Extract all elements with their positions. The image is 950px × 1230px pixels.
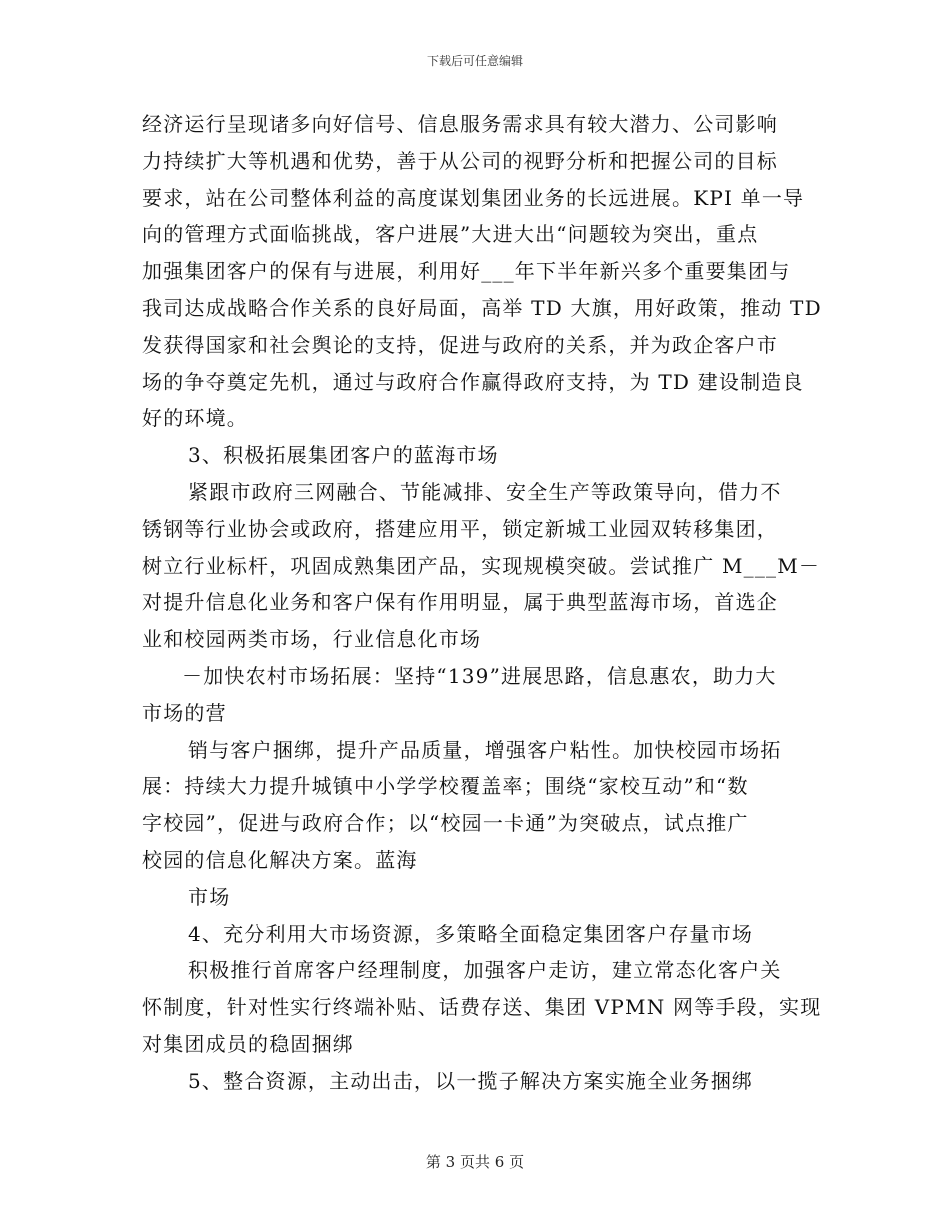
text-line: 对提升信息化业务和客户保有作用明显，属于典型蓝海市场，首选企 [142,590,778,615]
text-line: 发获得国家和社会舆论的支持，促进与政府的关系，并为政企客户市 [142,332,778,357]
text-line: 向的管理方式面临挑战，客户进展”大进大出“问题较为突出，重点 [142,222,759,247]
text-line: 场的争夺奠定先机，通过与政府合作赢得政府支持，为 TD 建设制造良 [142,369,804,394]
text-line: 对集团成员的稳固捆绑 [142,1031,354,1056]
text-line: 经济运行呈现诸多向好信号、信息服务需求具有较大潜力、公司影响 [142,112,778,136]
text-line: 我司达成战略合作关系的良好局面，高举 TD 大旗，用好政策，推动 TD [142,295,822,320]
page-header: 下载后可任意编辑 [426,54,523,68]
text-line: 要求，站在公司整体利益的高度谋划集团业务的长远进展。KPI 单一导 [142,185,805,210]
text-line: 树立行业标杆，巩固成熟集团产品，实现规模突破。尝试推广 M___M－ [142,553,821,578]
section-heading: 5、整合资源，主动出击，以一揽子解决方案实施全业务捆绑 [188,1068,754,1093]
text-line: 市场的营 [142,700,227,725]
text-line: 市场 [188,884,231,909]
text-line: 锈钢等行业协会或政府，搭建应用平，锁定新城工业园双转移集团， [142,516,778,541]
section-heading: 4、充分利用大市场资源，多策略全面稳定集团客户存量市场 [188,921,754,946]
text-line: 好的环境。 [142,406,248,431]
page-footer: 第 3 页共 6 页 [425,1153,525,1171]
text-line: －加快农村市场拓展：坚持“139”进展思路，信息惠农，助力大 [182,663,777,688]
text-line: 销与客户捆绑，提升产品质量，增强客户粘性。加快校园市场拓 [188,737,782,762]
body-text [142,106,822,1100]
text-line: 展：持续大力提升城镇中小学学校覆盖率；围绕“家校互动”和“数 [142,774,749,799]
text-line: 紧跟市政府三网融合、节能减排、安全生产等政策导向，借力不 [188,479,782,504]
text-line: 字校园”，促进与政府合作；以“校园一卡通”为突破点，试点推广 [142,811,749,836]
text-line: 加强集团客户的保有与进展，利用好___年下半年新兴多个重要集团与 [142,259,791,284]
text-line: 怀制度，针对性实行终端补贴、话费存送、集团 VPMN 网等手段，实现 [142,995,822,1020]
text-line: 积极推行首席客户经理制度，加强客户走访，建立常态化客户关 [188,958,782,983]
text-line: 力持续扩大等机遇和优势，善于从公司的视野分析和把握公司的目标 [142,148,778,173]
text-line: 校园的信息化解决方案。蓝海 [142,847,418,872]
text-line: 业和校园两类市场，行业信息化市场 [142,627,482,652]
section-heading: 3、积极拓展集团客户的蓝海市场 [188,443,499,468]
